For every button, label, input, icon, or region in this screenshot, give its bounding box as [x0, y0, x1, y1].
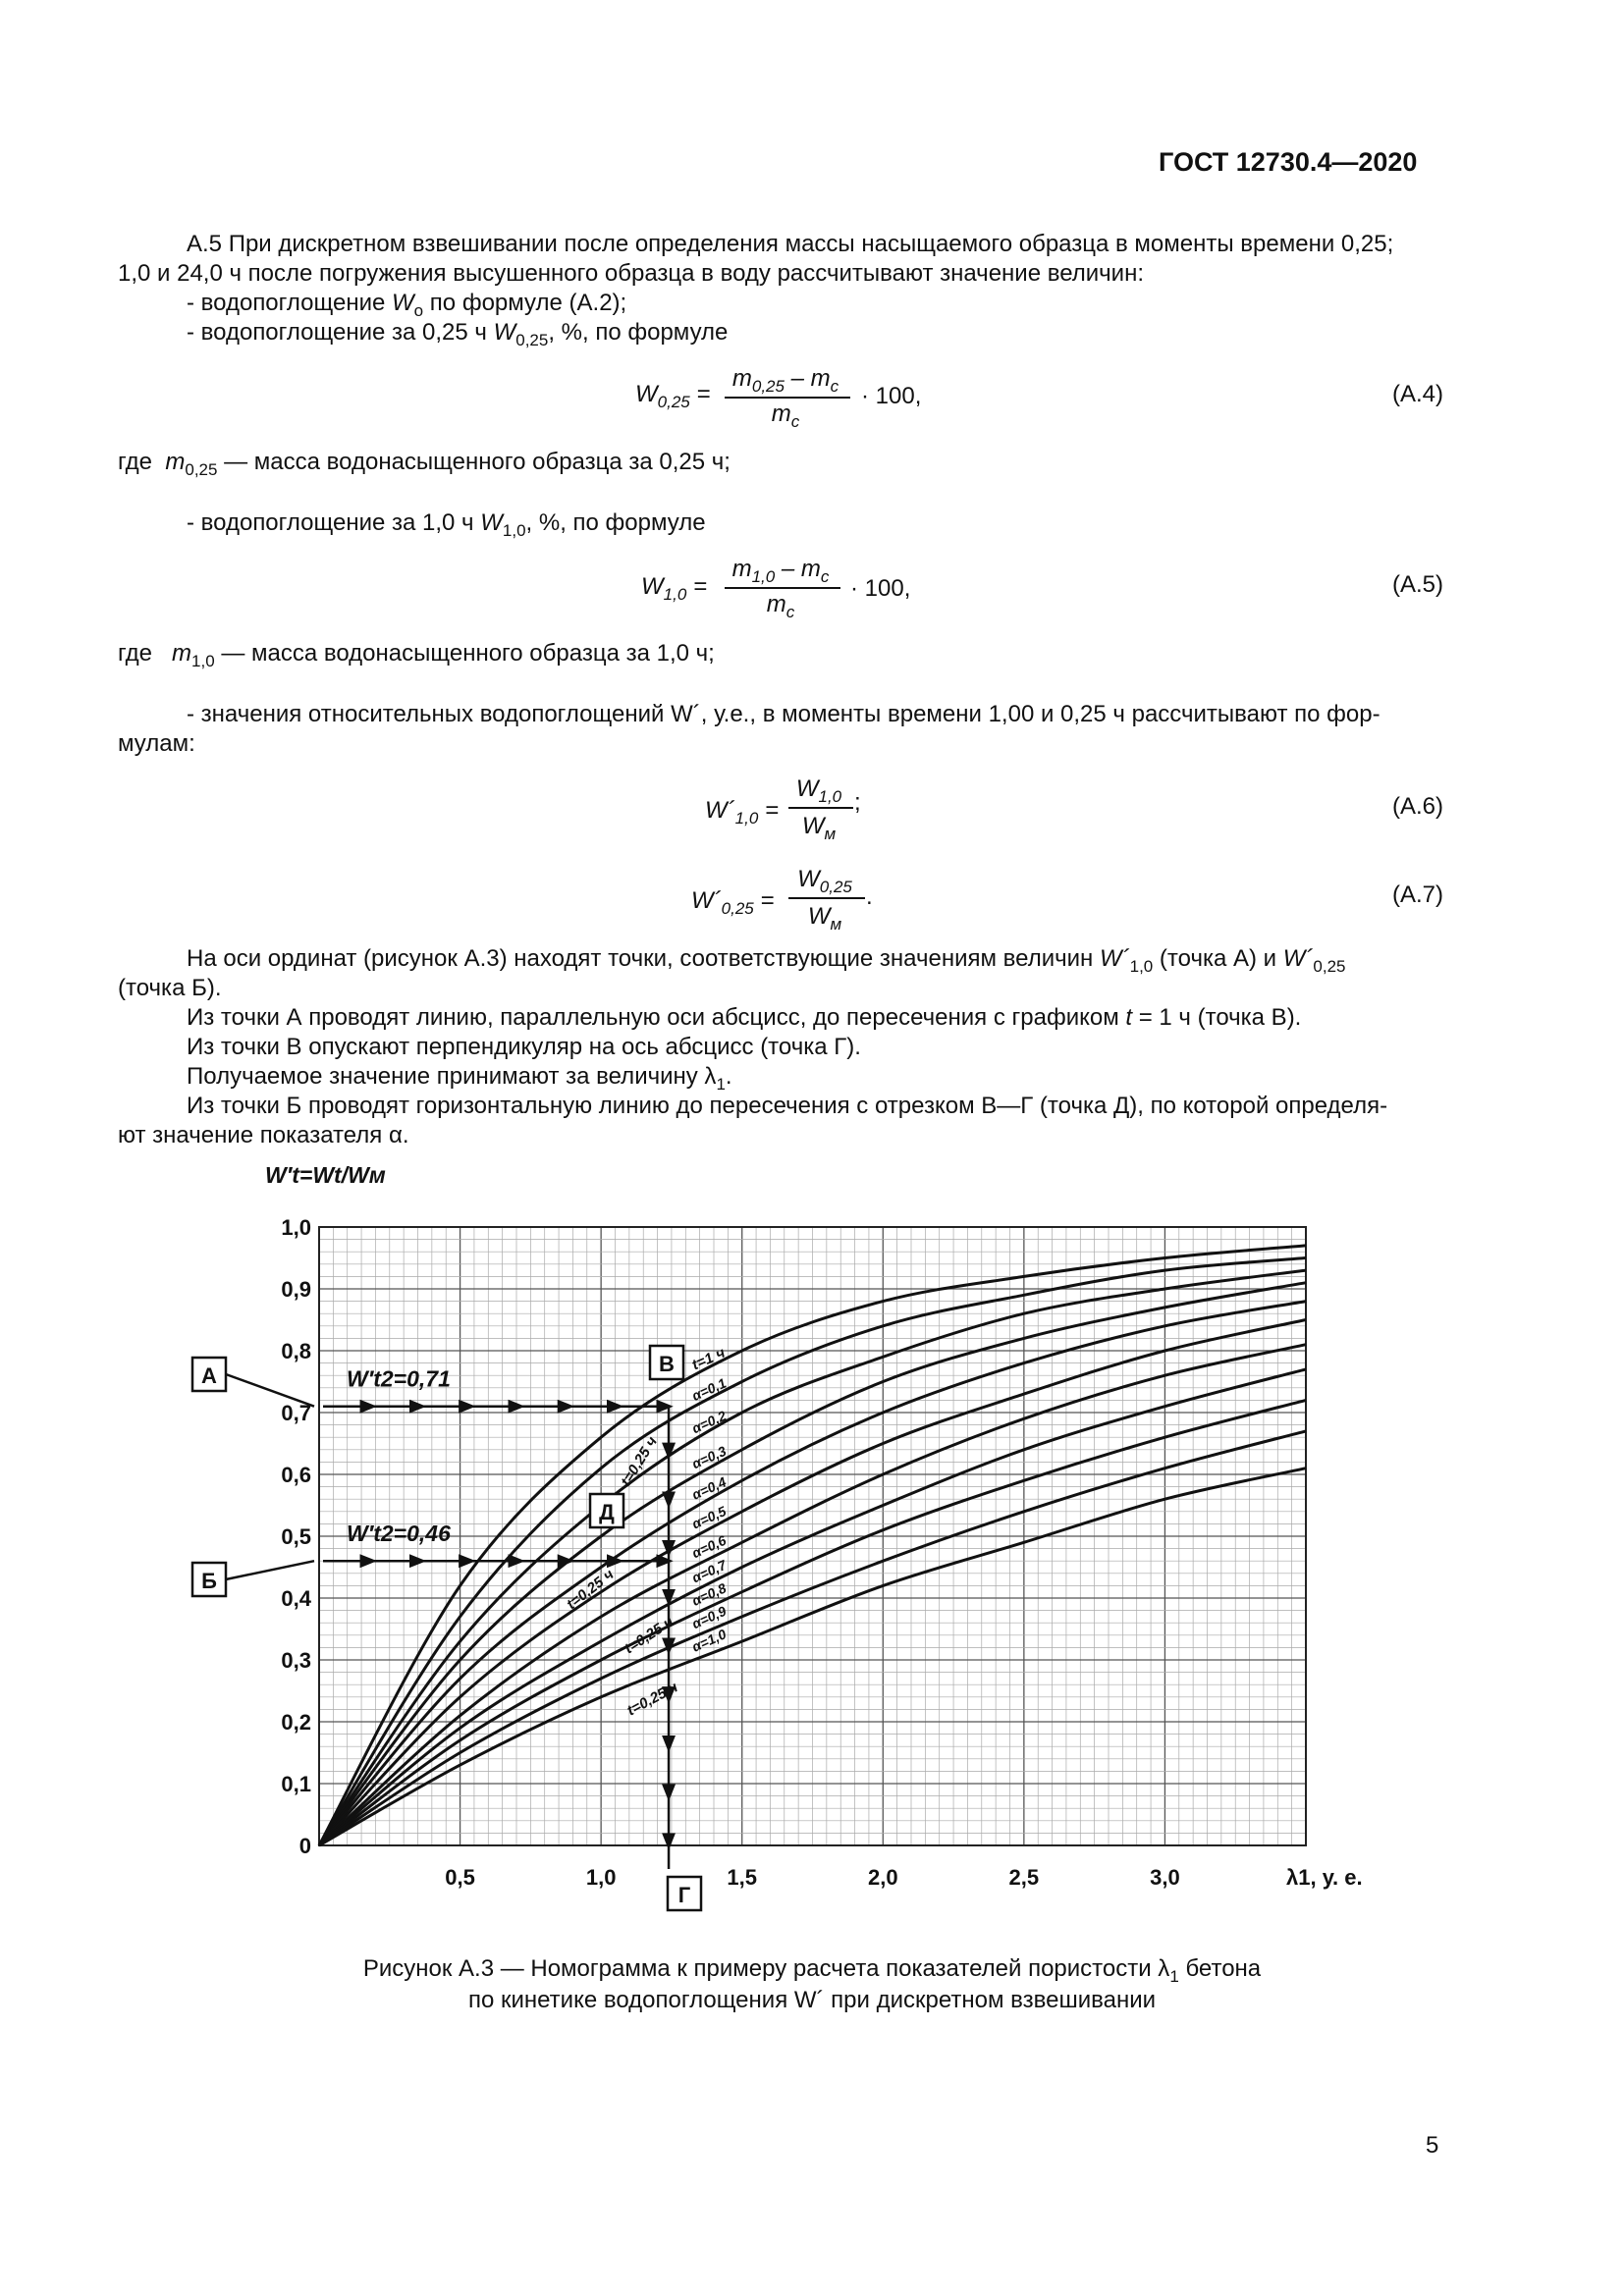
para-horizontal-line2: ют значение показателя α. — [118, 1122, 409, 1148]
t025-label: t=0,25 ч — [621, 1613, 677, 1658]
where-m10: где $m_{1,0}$ — масса водонасыщенного образца за 1,0 ч; — [118, 640, 715, 670]
curve-label: α=0,3 — [689, 1442, 729, 1472]
para-axis-line2: (точка Б). — [118, 975, 222, 1001]
curve-label: α=1,0 — [689, 1626, 729, 1655]
standard-number: ГОСТ 12730.4—2020 — [1159, 147, 1418, 177]
point-b-leader — [226, 1561, 314, 1579]
bullet-wo: - водопоглощение $W_о$ по формуле (А.2); — [187, 290, 627, 320]
bullet-relative-1: - значения относительных водопоглощений W´, у.е., в моменты времени 1,00 и 0,25 ч рассчитывают по фор- — [187, 701, 1380, 727]
t025-label: t=0,25 ч — [563, 1566, 618, 1614]
point-a-label: А — [201, 1363, 217, 1388]
y-tick-label: 0,4 — [281, 1586, 311, 1611]
y-tick-label: 0,1 — [281, 1772, 311, 1796]
y-tick-label: 0,2 — [281, 1710, 311, 1735]
bullet-w025: - водопоглощение за 0,25 ч $W_{0,25}$, %, по формуле — [187, 319, 729, 349]
point-d-label: Д — [599, 1500, 615, 1524]
point-b-label: Б — [201, 1569, 217, 1593]
y-tick-label: 0,7 — [281, 1401, 311, 1425]
x-tick-label: 3,0 — [1150, 1865, 1180, 1890]
y-tick-label: 0,5 — [281, 1524, 311, 1549]
where-m025: где $m_{0,25}$ — масса водонасыщенного образца за 0,25 ч; — [118, 449, 731, 479]
x-tick-label: 0,5 — [445, 1865, 475, 1890]
equation-number-a5: (А.5) — [1392, 571, 1444, 598]
y-tick-label: 0,8 — [281, 1339, 311, 1363]
x-tick-label: 2,5 — [1008, 1865, 1040, 1890]
t025-label: t=0,25 ч — [623, 1679, 681, 1720]
y-axis-label: W′t=Wt/Wм — [265, 1162, 386, 1188]
y-tick-label: 0,9 — [281, 1277, 311, 1302]
curve-label: α=0,5 — [689, 1503, 729, 1532]
point-g-label: Г — [677, 1883, 691, 1907]
y-tick-label: 0,3 — [281, 1648, 311, 1673]
curve-label: α=0,8 — [689, 1579, 729, 1609]
a5-intro-line2: 1,0 и 24,0 ч после погружения высушенного образца в воду рассчитывают значение величин: — [118, 260, 1144, 287]
equation-number-a6: (А.6) — [1392, 793, 1444, 820]
wt2-label-046: W′t2=0,46 — [347, 1521, 451, 1547]
equation-number-a7: (А.7) — [1392, 881, 1444, 908]
figure-caption-line2: по кинетике водопоглощения W´ при дискретном взвешивании — [467, 1987, 1157, 2013]
bullet-w10: - водопоглощение за 1,0 ч $W_{1,0}$, %, по формуле — [187, 509, 706, 540]
x-axis-label: λ1, у. е. — [1286, 1865, 1363, 1890]
bullet-relative-2: мулам: — [118, 730, 195, 757]
curve-label: α=0,6 — [689, 1531, 729, 1562]
a5-intro-line1: А.5 При дискретном взвешивании после определения массы насыщаемого образца в моменты времени 0,25; — [187, 231, 1394, 257]
figure-caption-line1: Рисунок А.3 — Номограмма к примеру расчета показателей пористости $\lambda_1$ бетона — [362, 1955, 1262, 1986]
page-number: 5 — [1426, 2132, 1439, 2159]
x-tick-label: 1,0 — [585, 1865, 617, 1890]
y-tick-label: 1,0 — [281, 1215, 311, 1240]
curve-label: α=0,7 — [689, 1557, 729, 1586]
y-tick-label: 0 — [298, 1834, 311, 1858]
curve-label: α=0,1 — [689, 1374, 729, 1404]
wt2-label-071: W′t2=0,71 — [347, 1365, 451, 1392]
para-axis-line1: На оси ординат (рисунок А.3) находят точки, соответствующие значениям величин $W´_{1,0}$ (точка А) и $W´_{0,25}$ — [187, 945, 1346, 976]
para-perpendicular: Из точки В опускают перпендикуляр на ось абсцисс (точка Г). — [187, 1034, 861, 1060]
curve-label: t=1 ч — [689, 1344, 729, 1374]
curve-label: α=0,9 — [689, 1602, 729, 1632]
equation-number-a4: (А.4) — [1392, 381, 1444, 407]
t025-label: t=0,25 ч — [617, 1433, 662, 1490]
x-tick-label: 2,0 — [867, 1865, 898, 1890]
x-tick-label: 1,5 — [727, 1865, 758, 1890]
y-tick-label: 0,6 — [281, 1463, 311, 1487]
point-v-label: В — [659, 1352, 675, 1376]
para-value: Получаемое значение принимают за величину $\lambda_1$. — [187, 1063, 732, 1094]
para-line-to-graph: Из точки А проводят линию, параллельную оси абсцисс, до пересечения с графиком t = 1 ч (точка В). — [187, 1004, 1302, 1031]
curve-label: α=0,2 — [689, 1407, 729, 1437]
para-horizontal-line1: Из точки Б проводят горизонтальную линию до пересечения с отрезком В—Г (точка Д), по которой определя- — [187, 1093, 1388, 1119]
curve-label: α=0,4 — [689, 1473, 729, 1503]
